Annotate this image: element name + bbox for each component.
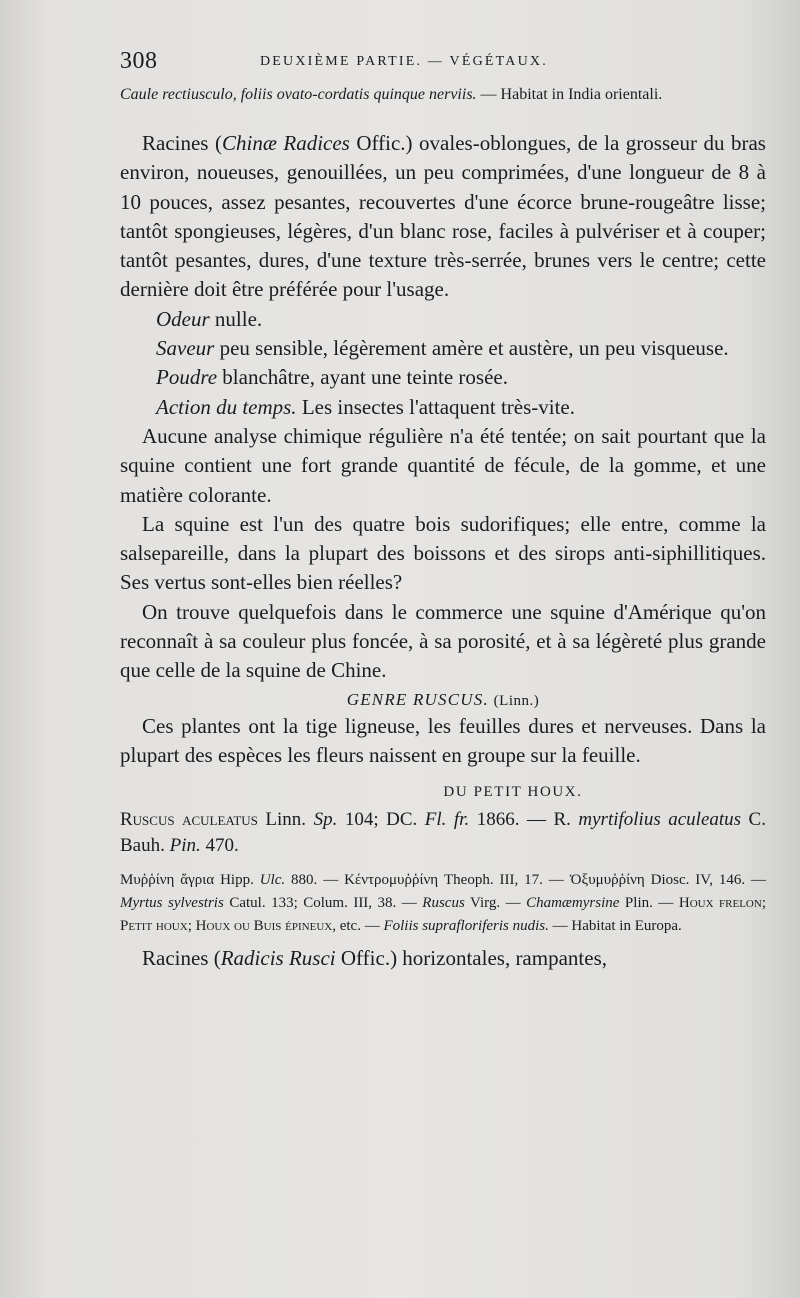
synonym-text: ;: [761, 895, 766, 912]
analyse-paragraph: Aucune analyse chimique régulière n'a été tentée; on sait pourtant que la squine contient une fort grande quantité de fécule, de la gomme, et une matière colorante.: [120, 423, 766, 507]
synonym-text: ;: [187, 918, 196, 935]
property-text: nulle.: [209, 306, 263, 331]
french-name: Houx frelon: [678, 895, 762, 912]
amerique-paragraph: On trouve quelquefois dans le commerce une squine d'Amérique qu'on reconnaît à sa couleur plus foncée, à sa porosité, et à sa légèreté plus grande que celle de la squine de Chine.: [120, 599, 766, 683]
property-label: Poudre: [156, 365, 218, 390]
property-label: Saveur: [156, 336, 215, 361]
synonymy-line: [120, 807, 766, 859]
genus-paragraph: Ces plantes ont la tige ligneuse, les feuilles dures et nerveuses. Dans la plupart des espèces les fleurs naissent en groupe sur la feuille.: [120, 713, 766, 767]
page-body: [120, 84, 766, 974]
synonymy-ref: Sp.: [313, 809, 338, 831]
synonymy-text: 1866. — R.: [469, 809, 579, 831]
property-action-du-temps: [120, 393, 766, 422]
synonymy-text: 104; DC.: [337, 809, 425, 831]
property-text: blanchâtre, ayant une teinte rosée.: [217, 365, 508, 390]
latin-description-italic: Caule rectiusculo, foliis ovato-cordatis quinque nerviis.: [120, 86, 477, 103]
property-text: peu sensible, légèrement amère et austère, un peu visqueuse.: [214, 336, 729, 361]
property-saveur: [120, 334, 766, 363]
property-label: Action du temps.: [156, 394, 297, 419]
synonym-text: Virg. —: [464, 895, 527, 912]
species-name: Ruscus aculeatus: [120, 809, 258, 831]
latin-description: [120, 84, 766, 105]
rusci-lead: Racines (: [142, 946, 221, 971]
synonym-text: — Habitat in Europa.: [548, 918, 682, 935]
synonym-text: Μυῤῥίνη ἄγρια Hipp.: [120, 872, 260, 889]
rusci-description: Offic.) horizontales, rampantes,: [335, 946, 607, 971]
rusci-racines-paragraph: [120, 944, 766, 973]
synonymy-ref: myrtifolius aculeatus: [578, 809, 742, 831]
french-name: Houx ou Buis épineux: [195, 918, 333, 935]
synonymy-text: 470.: [200, 835, 239, 857]
page-header: [120, 48, 760, 76]
synonym-text: , etc. —: [332, 918, 384, 935]
latin-description-habitat: — Habitat in India orientali.: [476, 86, 663, 103]
running-head: DEUXIÈME PARTIE. — VÉGÉTAUX.: [260, 54, 548, 69]
synonymy-text: Linn.: [257, 809, 314, 831]
synonym-text: Plin. —: [619, 895, 679, 912]
genus-name: GENRE RUSCUS.: [346, 689, 489, 709]
synonym-ref: Foliis suprafloriferis nudis.: [383, 918, 549, 935]
synonymy-ref: Fl. fr.: [424, 809, 470, 831]
property-text: Les insectes l'attaquent très-vite.: [296, 394, 575, 419]
section-heading: DU PETIT HOUX.: [443, 784, 583, 801]
synonym-text: Catul. 133; Colum. III, 38. —: [223, 895, 423, 912]
genus-heading: [120, 690, 766, 710]
synonymy-ref: Pin.: [169, 835, 201, 857]
racines-description: Offic.) ovales-oblongues, de la grosseur du bras environ, noueuses, genouillées, un peu comprimées, d'une longueur de 8 à 10 pouces, assez pesantes, recouvertes d'une écorce brune-rougeâtre lisse; tantôt spongieuses, légères, d'un blanc rose, faciles à pulvériser et à couper; tantôt pesantes, dures, d'une texture très-serrée, brunes vers le centre; cette dernière doit être préférée pour l'usage.: [120, 131, 766, 302]
rusci-latin-name: Radicis Rusci: [220, 946, 336, 971]
racines-paragraph: [120, 129, 766, 305]
synonym-ref: Ruscus: [422, 895, 465, 912]
racines-latin-name: Chinæ Radices: [222, 131, 350, 155]
synonym-text: 880. — Κέντρομυῤῥίνη Theoph. III, 17. — Ὀξυμυῤῥίνη Diosc. IV, 146. —: [285, 872, 766, 889]
property-poudre: [120, 363, 766, 392]
synonym-ref: Chamæmyrsine: [526, 895, 620, 912]
synonyms-list: [120, 869, 766, 938]
synonym-ref: Myrtus sylvestris: [120, 895, 224, 912]
racines-lead: Racines (: [142, 131, 222, 155]
page-number: 308: [120, 48, 158, 74]
synonym-ref: Ulc.: [259, 872, 286, 889]
property-label: Odeur: [156, 306, 210, 331]
property-odeur: [120, 305, 766, 334]
genus-authority: (Linn.): [493, 692, 540, 709]
sudorifiques-paragraph: La squine est l'un des quatre bois sudorifiques; elle entre, comme la salsepareille, dans la plupart des boissons et des sirops anti-siphillitiques. Ses vertus sont-elles bien réelles?: [120, 511, 766, 595]
synonymy-text: C. Bauh.: [120, 809, 766, 857]
french-name: Petit houx: [120, 918, 188, 935]
